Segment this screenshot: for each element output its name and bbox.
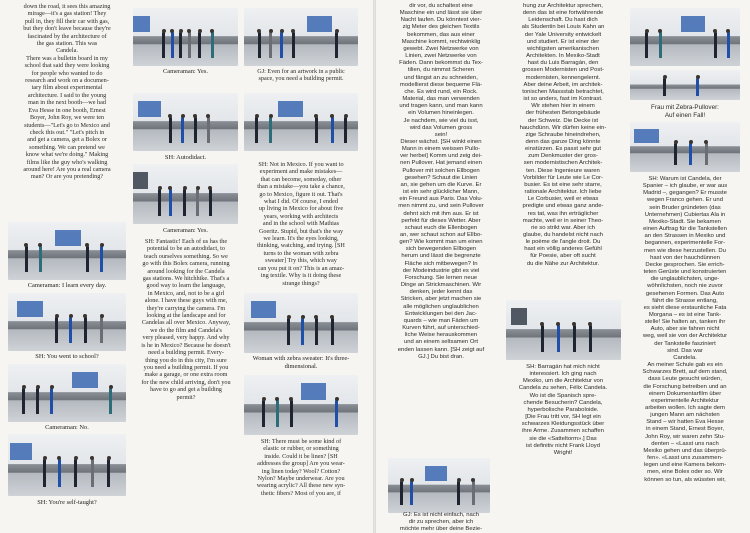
text-line: SH: Warum ist Candela, der	[648, 176, 722, 182]
text-line: man? Or are you pretending?	[30, 173, 104, 181]
photo-left-1	[133, 8, 238, 66]
left-col2-a-text	[244, 68, 358, 83]
text-line: GJ.] Du bist dran.	[418, 353, 464, 360]
text-line: man in the next booth—we had	[28, 99, 106, 107]
text-line: Candela.	[56, 47, 78, 55]
text-line: Unternehmen) Cubiertas Ala in	[644, 211, 726, 218]
text-line: for people who wanted to do	[31, 69, 103, 77]
text-line: Kurven führt, auf unterschied-	[402, 325, 480, 332]
text-line: Madrid –, gegangen? Er musste	[643, 190, 727, 197]
text-line: up living in Mexico for about five	[258, 205, 344, 213]
text-line: check this out." "Let's pitch in	[29, 128, 105, 136]
text-line: know what we're doing." Making	[25, 151, 109, 159]
text-line: Material, das man verwenden	[402, 96, 480, 103]
text-line: chende Besucherin? Candela,	[523, 399, 603, 406]
text-line: Je nachdem, wie viel du isst,	[403, 117, 479, 124]
text-line: tilien, du nimmst Scheren	[407, 67, 475, 74]
text-line: Boyer, John Roy, we were ten	[29, 114, 105, 122]
text-line: [Die Frau tritt vor, SH legt ein	[525, 414, 601, 421]
text-line: need a building permit. Every-	[148, 349, 224, 357]
text-line: around looking for the Candela	[147, 267, 225, 275]
text-line: Mexiko, um die Architektur von	[522, 378, 604, 385]
text-line: nen Pullover. Hat jemand einen	[400, 160, 482, 167]
text-line: ein Freund aus Paris. Das Volu-	[399, 196, 483, 203]
photo-left-4	[244, 93, 358, 151]
left-page	[0, 0, 374, 533]
text-line: men nimmt zu, und sein Pullover	[398, 203, 484, 210]
photo-left-11	[244, 375, 358, 435]
text-line: sweater] Try this, which way	[265, 257, 337, 265]
text-line: an, wer schaut schon auf Ellbo-	[399, 232, 483, 238]
text-line: Maschine ein und lässt sie über	[399, 10, 483, 17]
text-line: space, you need a building permit.	[258, 75, 344, 83]
text-line: interessiert. Ich ging nach	[529, 371, 597, 378]
text-line: Le Corbusier, weil er etwas	[527, 196, 599, 203]
text-line: men, eine Bolex oder so. Wir	[647, 469, 723, 476]
text-line: good way to learn the language,	[146, 282, 226, 290]
text-line: Aber deine Arbeit, im architek-	[523, 81, 603, 88]
text-line: ten. Diese Ingenieure waren	[526, 167, 600, 174]
text-line: they're carrying the camera. I'm	[146, 304, 226, 312]
text-line: arbeiten wollen. Ich sagte dem	[645, 405, 725, 411]
caption-cameraman-no: Cameraman: No.	[45, 424, 89, 431]
text-line: hauchdünn. Wir dürfen keine ein-	[519, 124, 607, 131]
text-line: gen? Wie kommt man um einen	[399, 239, 483, 246]
text-line: gesehenen Formen. Das Auto	[645, 290, 725, 297]
text-line: teach ourselves something. So we	[144, 252, 228, 260]
text-line: zige Schraube hineindrehen,	[525, 131, 601, 138]
text-line: research and work on a documen-	[25, 77, 109, 85]
text-line: es sieht diese erstaunliche Fata	[643, 304, 727, 311]
photo-left-10	[244, 293, 358, 353]
text-line: Mann in einem weissen Pullo-	[401, 146, 481, 153]
text-line: Leidenschaft. Du hast dich	[528, 17, 598, 24]
text-line: und tragen kann, und man kann	[399, 103, 483, 110]
text-line: denn das ist eine fortwährende	[522, 10, 604, 17]
text-line: can you put it on? This is an amaz-	[257, 264, 345, 272]
text-line: and get a camera, get a Bolex or	[27, 136, 107, 144]
right-col1-text	[382, 3, 500, 361]
text-line: than a mistake—you take a chance,	[257, 183, 345, 191]
text-line: Pullover mit solchen Ellbogen	[402, 167, 480, 174]
text-line: SH: Barragán hat mich nicht	[526, 364, 600, 370]
text-line: Auto, aber sie fahren nicht	[650, 326, 720, 333]
text-line: alle möglichen unglaublichen	[403, 303, 479, 310]
text-line: ist definitiv nicht Frank Lloyd	[526, 442, 600, 449]
text-line: that can become, someday, other	[260, 175, 342, 183]
text-line: men wie diese herzustellen. Du	[644, 247, 726, 254]
photo-right-3	[630, 8, 740, 66]
photo-left-7	[8, 293, 126, 351]
left-col1-top-text	[6, 3, 128, 181]
text-line: du die Nähe zur Architektur.	[526, 260, 600, 267]
text-line: rie so strikt war. Aber ich	[531, 224, 595, 231]
right-col1-caption	[382, 512, 500, 533]
caption-went-to-school: SH: You went to school?	[35, 353, 99, 360]
photo-left-2	[244, 8, 358, 66]
photo-right-1	[388, 458, 490, 513]
text-line: der Modeindustrie gibt es viel	[402, 267, 480, 274]
text-line: hast du Luis Barragán, den	[527, 60, 599, 67]
text-line: Spanier – ich glaube, er war aus	[642, 183, 728, 190]
text-line: denken, jeder kennt das	[409, 289, 473, 296]
text-line: Entwicklungen bei den Jac-	[405, 310, 477, 317]
text-line: glaube, du handelst nicht nach	[523, 232, 603, 238]
text-line: Architekten. In Mexiko-Stadt	[526, 53, 600, 60]
text-line: le poème de l'angle droit. Du	[525, 239, 601, 246]
text-line: thing you do in this city, I'm sure	[145, 356, 227, 364]
text-line: hung zur Architektur sprechen,	[523, 3, 603, 9]
text-line: mirage—it's a gas station! They	[27, 10, 107, 18]
text-line: wird das Volumen gross	[409, 124, 473, 131]
text-line: addresses the group] Are you wear-	[257, 460, 345, 468]
text-line: Vorbilder für Leute wie Le Cor-	[523, 174, 603, 181]
text-line: ist so anders, fast im Kontrast.	[523, 96, 603, 103]
text-line: che. Es wird rund, ein Rock.	[404, 88, 478, 95]
text-line: Candela zu sehen, Félix Candela.	[518, 385, 608, 392]
text-line: experimentelle Architektur	[651, 397, 719, 404]
text-line: hyperbolische Paraboloide.	[527, 406, 599, 413]
text-line: Frau mit Zebra-Pullover:	[651, 104, 719, 111]
text-line: bekommen, das aus einer	[407, 31, 475, 38]
text-line: rationale Architektur. Ich liebe	[524, 189, 602, 196]
photo-right-4	[630, 70, 740, 100]
text-line: but they don't leave because they're	[23, 25, 111, 33]
text-line: GJ: Even for an artwork in a public	[257, 68, 345, 75]
text-line: make a garage, or one extra room	[144, 371, 228, 379]
text-line: in einem Stand, Ernest Boyer,	[646, 426, 724, 433]
text-line: around here! Are you a real camera	[23, 165, 111, 173]
text-line: permit?	[176, 393, 196, 401]
text-line: gesehen? Schaut die Linien	[404, 174, 478, 181]
text-line: hast von der hauchdünnen	[650, 254, 720, 261]
caption-cameraman-yes-2: Cameraman: Yes.	[163, 227, 208, 234]
text-line: SH: Not in Mexico. If you want to	[258, 161, 344, 168]
text-line: very pleased, very happy. And why	[142, 334, 230, 342]
text-line: is he in Mexico? Because he doesn't	[141, 341, 231, 349]
text-line: you need a building permit. If you	[143, 363, 229, 371]
text-line: have to go and get a building	[150, 386, 222, 394]
text-line: Linien, zwei Netzwerke von	[405, 53, 477, 60]
text-line: for the new child arriving, don't you	[141, 378, 231, 386]
text-line: und studiert. Er ist einer der	[526, 38, 600, 45]
photo-left-5	[133, 164, 238, 224]
text-line: res tat, was ihn erträglicher	[527, 210, 599, 217]
text-line: Fläche sich mitbewegen? In	[404, 260, 478, 267]
caption-self-taught: SH: You're self-taught?	[37, 499, 97, 506]
text-line: school that said they were looking	[24, 62, 110, 70]
text-line: die unglaublichsten, unge-	[650, 276, 720, 283]
text-line: we do the film and Candela's	[150, 326, 222, 334]
text-line: architecture. I said to the young	[27, 91, 107, 99]
photo-left-9	[8, 434, 126, 496]
text-line: einen Auftrag für die Tankstellen	[643, 226, 727, 233]
text-line: Candelas all over Mexico. Anyway,	[141, 319, 231, 327]
text-line: Forschung. Sie lernen neue	[404, 274, 478, 281]
text-line: tary film about experimental	[31, 84, 103, 92]
photo-right-2	[506, 300, 621, 360]
text-line: zig Meter des gleichen Textils	[402, 24, 480, 31]
text-line: students—"Let's go to Mexico and	[24, 121, 110, 129]
text-line: potential to be an autodidact, to	[146, 245, 225, 253]
text-line: gas stations. We hitchhike. That's a	[142, 275, 230, 283]
text-line: der frühesten Betongebäude	[525, 110, 601, 117]
text-line: denten – «Lasst uns nach	[651, 440, 719, 447]
text-line: Fäden. Dann bekommst du Tex-	[399, 60, 483, 67]
text-line: dehnt sich mit ihm aus. Er ist	[403, 210, 479, 217]
text-line: Maschine kommt, rechtwinklig	[401, 38, 481, 45]
text-line: we learn. It's the eyes looking,	[263, 235, 339, 243]
text-line: Nylon? Maybe underwear. Are you	[257, 475, 345, 483]
caption-autodidact: SH: Autodidact.	[164, 154, 207, 161]
text-line: schwarzes Kleidungsstück über	[521, 421, 605, 428]
text-line: elastic or rubber, or something	[263, 445, 339, 453]
text-line: films like the guy who's walking	[26, 158, 108, 166]
text-line: Stricken, aber jetzt machen sie	[400, 296, 482, 303]
text-line: Goeritz. Stupid, but that's the way	[258, 227, 344, 235]
text-line: Wir stehen hier in einem	[531, 103, 595, 110]
text-line: teten Gerüste und konstruierten	[643, 269, 727, 276]
text-line: fen». «Lasst uns zusammen-	[647, 455, 723, 462]
text-line: wegen Franco gehen. Er und	[647, 197, 723, 204]
right-col2-bottom-text	[504, 364, 622, 457]
text-line: zum Denkmuster der gros-	[528, 153, 598, 160]
text-line: turns to the woman with zebra	[263, 249, 339, 257]
text-line: the gas station. This was	[36, 40, 98, 48]
text-line: einem Dokumentarfilm über	[648, 390, 722, 397]
text-line: dir vor, du schaltest eine	[409, 3, 473, 9]
text-line: thinking, watching, and trying. [SH	[257, 242, 345, 250]
right-page	[376, 0, 750, 533]
caption-zebra-sweater: Woman with zebra sweater: It's three-dimensional.	[252, 355, 350, 370]
text-line: experiment and make mistakes—	[259, 168, 343, 176]
text-line: ver herbei] Komm und zeig dei-	[400, 153, 482, 160]
text-line: hast ein völlig anderes Gefühl	[524, 246, 602, 253]
text-line: something. We can pretend we	[29, 143, 105, 151]
text-line: in Mexico, and, not to be a girl	[147, 289, 225, 297]
text-line: ing textile. Why is it doing these	[260, 272, 342, 280]
caption-cameraman-yes-1: Cameraman: Yes.	[163, 68, 208, 75]
photo-left-6	[8, 222, 126, 280]
text-line: ist ein sehr glücklicher Mann,	[403, 189, 479, 196]
text-line: Morgana – es ist eine Tank-	[648, 311, 722, 318]
text-line: einstürzen. Es passt sehr gut	[525, 146, 601, 153]
photo-right-5	[630, 122, 740, 172]
text-line: what I did. Of course, I ended	[264, 198, 338, 206]
text-line: dass Leute gesucht würden,	[648, 376, 722, 383]
text-line: sind. Das war	[667, 347, 703, 354]
text-line: modellierst diese bequeme Flä-	[399, 81, 483, 88]
text-line: pull in, they fill their car with gas,	[24, 17, 110, 25]
text-line: weg, weil sie von der Architektur	[642, 333, 728, 340]
text-line: und fängst an zu schneiden,	[404, 74, 478, 81]
text-line: als Studentin bei Louis Kahn an	[521, 24, 605, 31]
text-line: ing linen today? Wool? Cotton?	[261, 467, 341, 475]
text-line: Wo ist die Spanisch spre-	[529, 392, 597, 399]
text-line: quards – wie man Fäden um	[403, 317, 479, 324]
text-line: sie die «Satteltorm».] Das	[529, 435, 597, 442]
text-line: years, working with architects	[263, 212, 339, 220]
text-line: busier. Es ist eine sehr starre,	[524, 181, 602, 188]
text-line: stelle! Sie halten an, tanken ihr	[644, 319, 726, 326]
caption-learn-every-day: Cameraman: I learn every day.	[27, 282, 107, 289]
text-line: SH: There must be some kind of	[260, 438, 342, 445]
text-line: tonischen Massstab betrachtet,	[522, 88, 604, 95]
text-line: strange things?	[282, 279, 320, 287]
photo-left-3	[133, 93, 238, 151]
text-line: schaut euch die Ellenbogen	[404, 224, 478, 231]
text-line: Mexiko gehen und das überprü-	[643, 447, 727, 454]
text-line: Eva Hesse in one booth, Ernest	[28, 106, 106, 114]
text-line: an den Strassen in Mexiko und	[644, 233, 726, 240]
text-line: Stand – wir hatten Eva Hesse	[646, 419, 724, 426]
text-line: denn das ganze Ding könnte	[525, 138, 601, 145]
text-line: gewebt. Zwei Netzwerke von	[403, 45, 479, 52]
text-line: enden lassen kann. [SH zeigt auf	[397, 346, 485, 353]
text-line: Mexiko-Stadt. Sie bekamen	[648, 218, 722, 225]
text-line: fascinated by the architecture of	[27, 32, 107, 40]
right-col3-caption	[626, 104, 744, 119]
text-line: wearing acrylic? All these new syn-	[256, 482, 346, 490]
text-line: Candela.	[673, 354, 697, 361]
text-line: machte, weil er in seiner Theo-	[522, 217, 604, 224]
text-line: sein Bruder gründeten (das	[649, 204, 721, 211]
text-line: alone. I have these guys with me,	[144, 297, 228, 305]
text-line: der Schweiz. Die Decke ist	[527, 117, 599, 124]
text-line: legen und eine Kamera bekom-	[643, 462, 727, 469]
text-line: möchte mehr über deine Bezie-	[399, 526, 483, 533]
text-line: ein Volumen hineinlegen.	[408, 110, 474, 117]
text-line: dir zu sprechen, aber ich	[408, 519, 474, 526]
text-line: liche Weise herauskommen	[404, 332, 478, 339]
text-line: herum und lässt die begrenzte	[401, 253, 481, 260]
text-line: go with this Bolex camera, running	[142, 260, 230, 268]
text-line: There was a bulletin board in my	[26, 54, 108, 62]
text-line: sein!	[434, 131, 448, 138]
right-col3-mid-text	[626, 176, 744, 484]
text-line: thetic fibers? Most of you are, if	[261, 489, 341, 497]
text-line: sich bewegenden Ellbogen	[405, 246, 477, 253]
text-line: and in the school with Mathias	[262, 220, 340, 228]
text-line: wöhnlichsten, noch nie zuvor	[647, 283, 723, 290]
text-line: können so tun, als wüssten wir,	[644, 476, 726, 483]
text-line: fährt die Strasse entlang,	[652, 297, 718, 304]
text-line: an, sie gehen um die Kurve. Er	[400, 181, 482, 188]
text-line: modernisten, kennengelernt.	[525, 74, 601, 81]
text-line: der Yale University entwickelt	[524, 31, 602, 38]
text-line: der Tankstelle fasziniert	[654, 340, 716, 347]
text-line: begannen, experimentelle For-	[644, 240, 726, 247]
text-line: inside. Could it be linen? [SH	[264, 452, 338, 460]
text-line: Dieser wächst. [SH winkt einen	[400, 138, 482, 145]
text-line: An meiner Schule gab es ein	[647, 362, 723, 369]
text-line: GJ: Es ist nicht einfach, nach	[403, 512, 479, 518]
text-line: Dinge an Strickmaschinen. Wir	[400, 282, 482, 289]
text-line: perfekt für dieses Wetter. Aber	[401, 217, 481, 224]
text-line: Wright!	[553, 449, 573, 456]
left-col2-c-text	[244, 438, 358, 497]
text-line: und an einem seltsamen Ort	[404, 339, 478, 346]
text-line: die Forschung betreiben und an	[643, 383, 727, 390]
text-line: sen modernistischen Architek-	[523, 160, 603, 167]
text-line: down the road, it sees this amazing	[23, 3, 111, 10]
photo-left-8	[8, 364, 126, 422]
text-line: ihre Arme. Zusammen schaffen	[522, 428, 604, 435]
left-col1-mid-text	[132, 238, 240, 401]
text-line: SH: Fantastic! Each of us has the	[144, 238, 228, 245]
text-line: looking at the landscape and for	[146, 312, 226, 320]
text-line: go to Mexico, figure it out. That's	[259, 190, 343, 198]
text-line: jungen Mann am nächsten	[650, 412, 720, 419]
text-line: Schwarzes Brett, auf dem stand,	[642, 369, 728, 376]
text-line: predigte und etwas ganz ande-	[522, 203, 604, 210]
text-line: für Poesie, aber oft sucht	[530, 253, 596, 260]
text-line: Auf einen Fall!	[664, 111, 706, 119]
text-line: John Roy, wir waren zehn Stu-	[645, 433, 725, 440]
text-line: grossen Modernisten und Post-	[522, 67, 604, 74]
text-line: wichtigsten amerikanischen	[526, 45, 600, 52]
text-line: Nacht laufen. Du könntest vier-	[400, 17, 482, 24]
right-col2-top-text	[504, 3, 622, 268]
left-col2-b-text	[244, 161, 358, 287]
text-line: Decke gesprochen. Sie errich-	[645, 261, 725, 268]
